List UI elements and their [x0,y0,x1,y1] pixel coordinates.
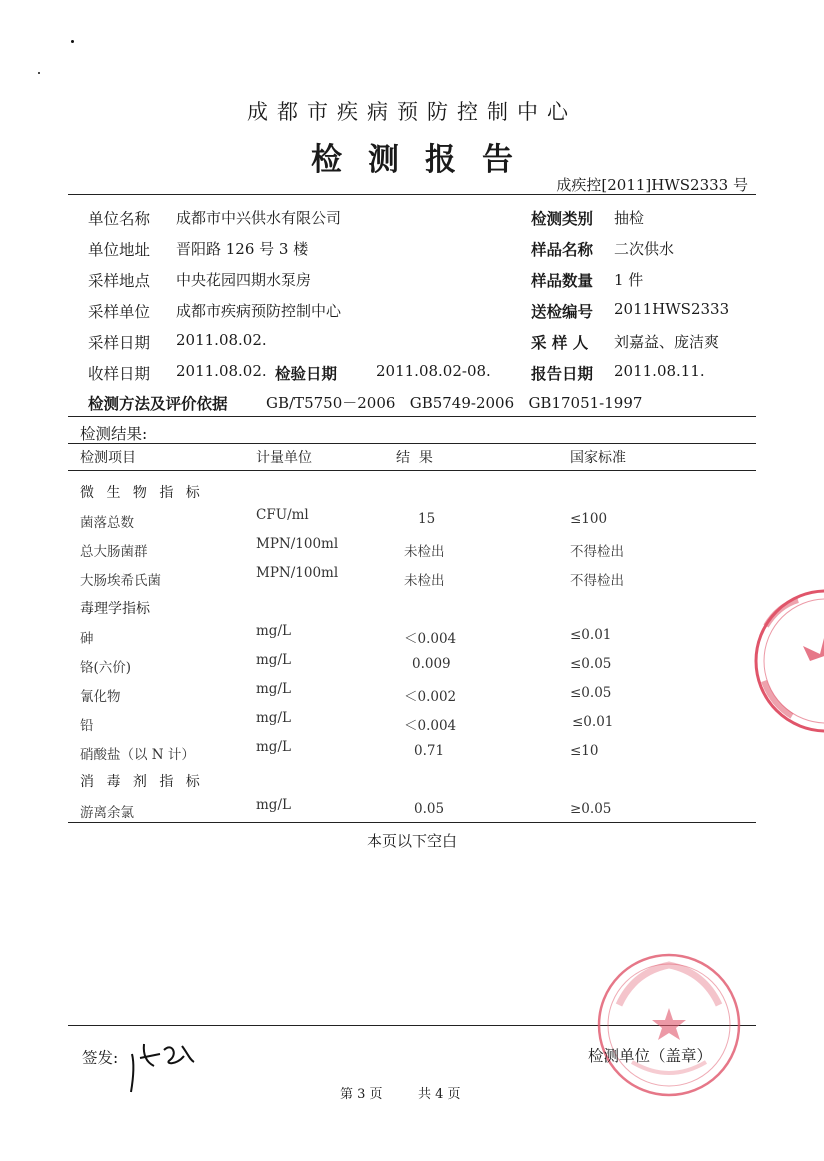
table-bottom-rule [68,822,756,823]
submission-no-label: 送检编号 [531,302,594,321]
test-type-label: 检测类别 [531,209,594,228]
row-unit: mg/L [256,681,291,697]
row-item: 菌落总数 [80,515,134,531]
report-number: 成疾控[2011]HWS2333 号 [556,176,748,194]
row-result: ＜0.004 [404,718,457,734]
row-result: ＜0.004 [404,631,457,647]
col-header-result: 结 果 [396,450,433,466]
row-standard: 不得检出 [570,573,624,589]
row-unit: MPN/100ml [256,536,339,552]
test-type-value: 抽检 [614,209,645,227]
row-unit: mg/L [256,739,291,755]
row-standard: ≤100 [570,511,608,527]
unit-name-label: 单位名称 [88,210,151,228]
sample-name-value: 二次供水 [614,240,675,258]
test-date-value: 2011.08.02-08. [376,362,491,380]
method-label: 检测方法及评价依据 [88,394,228,413]
row-unit: mg/L [256,797,291,813]
header-divider [68,194,756,195]
row-standard: ≤0.05 [570,685,612,701]
row-result: 15 [418,511,436,527]
page-number: 第 3 页 [340,1087,383,1102]
receive-date-value: 2011.08.02. [176,362,267,380]
row-item: 总大肠菌群 [80,544,148,560]
col-header-unit: 计量单位 [256,450,312,466]
col-header-item: 检测项目 [80,450,136,466]
row-item: 铬(六价) [80,660,132,676]
row-result: 0.05 [414,801,445,817]
test-date-label: 检验日期 [275,364,338,383]
scan-speck [71,40,74,43]
row-result: 未检出 [404,573,445,589]
row-standard: 不得检出 [570,544,624,560]
handwritten-signature [124,1032,204,1098]
row-item: 游离余氯 [80,805,134,821]
results-section-label: 检测结果: [80,425,148,443]
footer-official-seal [594,950,744,1100]
table-top-rule [68,443,756,444]
row-result: ＜0.002 [404,689,457,705]
row-unit: CFU/ml [256,507,309,523]
scan-speck [38,72,40,74]
method-value: GB/T5750－2006 GB5749-2006 GB17051-1997 [266,394,643,412]
sample-qty-label: 样品数量 [531,271,594,290]
blank-below-note: 本页以下空白 [366,832,457,850]
row-item: 铅 [80,718,94,734]
row-item: 大肠埃希氏菌 [80,573,161,589]
report-date-label: 报告日期 [531,364,594,383]
row-standard: ≤0.01 [572,714,614,730]
receive-date-label: 收样日期 [88,365,151,383]
page-total: 共 4 页 [418,1087,461,1102]
row-unit: mg/L [256,710,291,726]
unit-name-value: 成都市中兴供水有限公司 [176,209,342,227]
row-item: 氰化物 [80,689,121,705]
row-result: 0.71 [414,743,445,759]
row-standard: ≤0.01 [570,627,612,643]
row-unit: mg/L [256,652,291,668]
organization-name: 成都市疾病预防控制中心 [247,100,577,124]
sampler-value: 刘嘉益、庞洁爽 [614,333,720,351]
row-unit: MPN/100ml [256,565,339,581]
sampling-site-value: 中央花园四期水泵房 [176,271,312,289]
info-divider [68,416,756,417]
issuer-label: 签发: [82,1049,119,1067]
category-microbial: 微 生 物 指 标 [80,485,204,501]
row-result: 0.009 [412,656,451,672]
sampling-unit-label: 采样单位 [88,303,151,321]
sampler-label: 采 样 人 [531,333,589,352]
col-header-standard: 国家标准 [570,450,626,466]
unit-address-label: 单位地址 [88,241,151,259]
category-disinfectant: 消 毒 剂 指 标 [80,774,204,790]
sampling-date-value: 2011.08.02. [176,331,267,349]
sampling-unit-value: 成都市疾病预防控制中心 [176,302,342,320]
official-seal-partial [748,586,824,736]
row-standard: ≤0.05 [570,656,612,672]
sample-qty-value: 1 件 [614,271,644,289]
unit-address-value: 晋阳路 126 号 3 楼 [176,240,309,258]
row-standard: ≥0.05 [570,801,612,817]
table-header-rule [68,470,756,471]
row-item: 砷 [80,631,94,647]
submission-no-value: 2011HWS2333 [614,300,730,318]
testing-unit-seal-label: 检测单位（盖章） [588,1047,713,1065]
sampling-site-label: 采样地点 [88,272,151,290]
row-unit: mg/L [256,623,291,639]
row-result: 未检出 [404,544,445,560]
sample-name-label: 样品名称 [531,240,594,259]
category-toxicology: 毒理学指标 [80,601,150,617]
sampling-date-label: 采样日期 [88,334,151,352]
row-standard: ≤10 [570,743,599,759]
row-item: 硝酸盐（以 N 计） [80,747,195,763]
report-date-value: 2011.08.11. [614,362,705,380]
report-title: 检测报告 [311,142,539,178]
